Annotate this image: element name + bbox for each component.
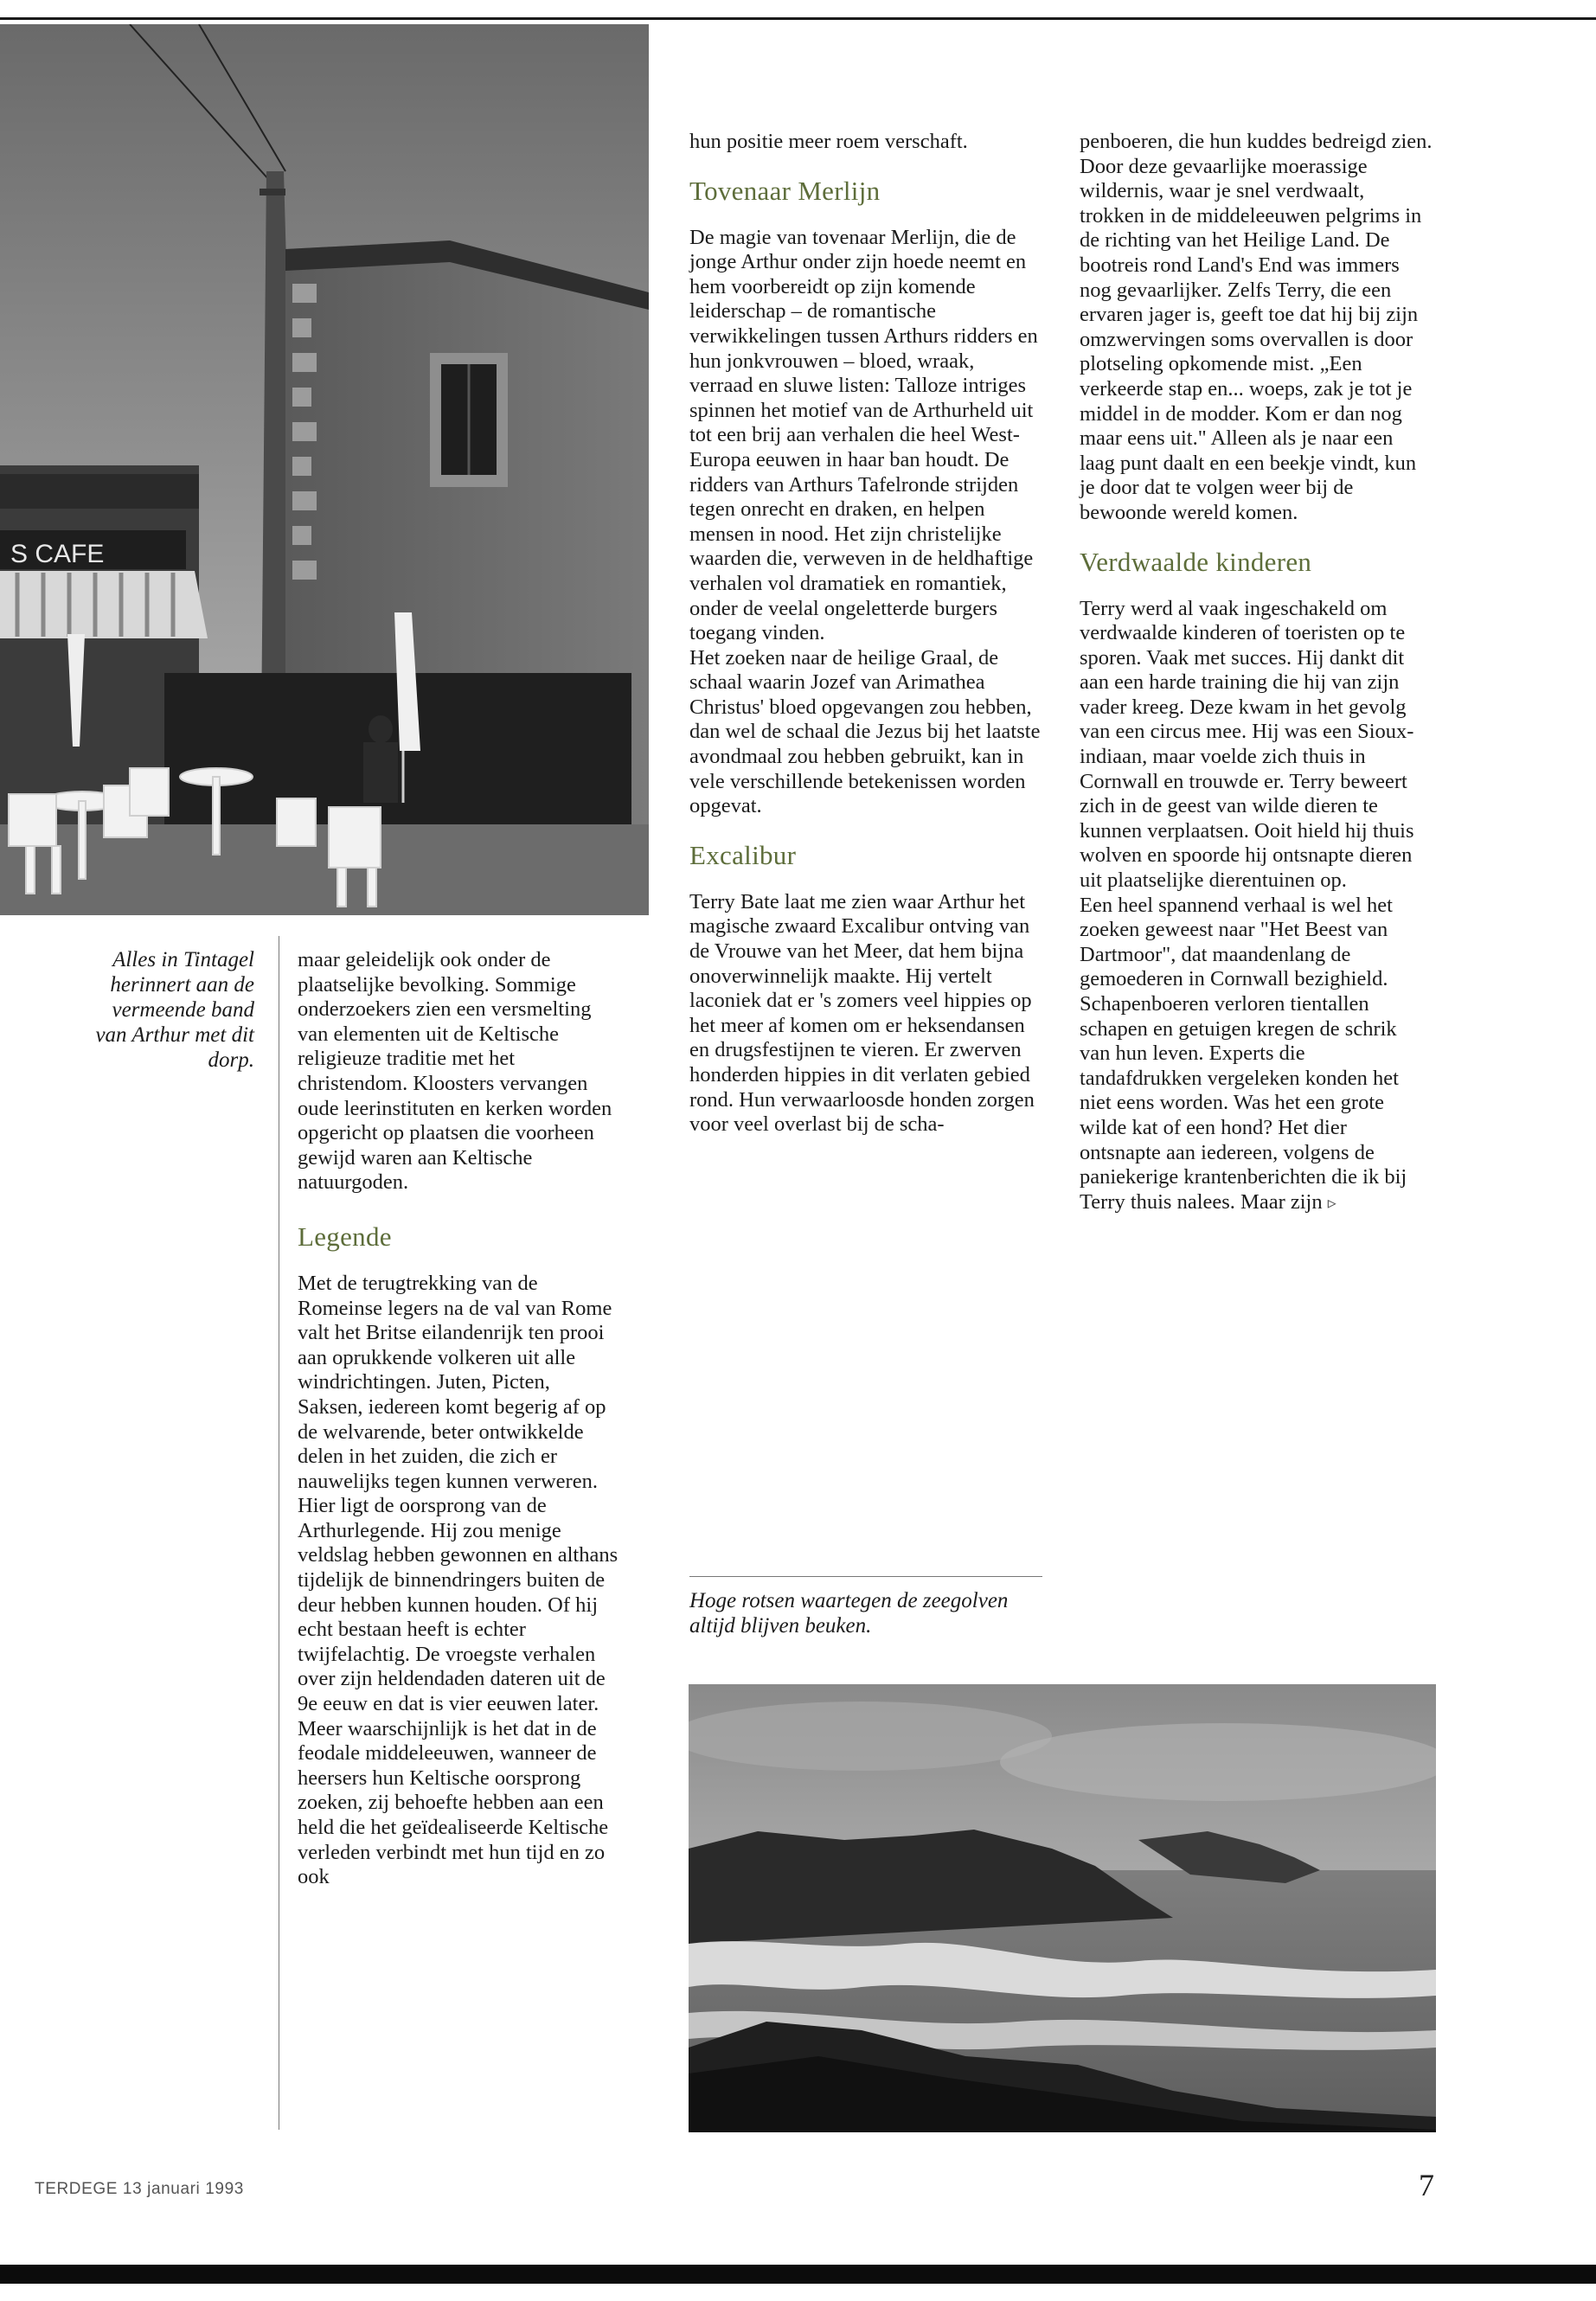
photo-coastal-cliffs <box>689 1684 1436 2132</box>
page-number: 7 <box>1419 2168 1434 2202</box>
paragraph: penboeren, die hun kuddes bedreigd zien. <box>1080 130 1433 153</box>
photo-tintagel-cafe <box>0 24 649 915</box>
section-heading-legende: Legende <box>298 1221 392 1252</box>
cafe-sign-text: S CAFE <box>10 540 105 568</box>
cliffs-photo-illustration <box>689 1684 1436 2132</box>
footer-publication: TERDEGE 13 januari 1993 <box>35 2180 244 2198</box>
paragraph: Het zoeken naar de heilige Graal, de schaal waarin Jozef van Arimathea Christus' bloed opgevangen zou hebben, dan wel de schaal die Jezus bij het laatste avondmaal zou hebben gebruikt, kan in vele verschillende betekenissen worden opgevat. <box>689 645 1041 818</box>
photo-caption-cliffs: Hoge rotsen waartegen de zeegolven altijd blijven beuken. <box>689 1589 1009 1638</box>
paragraph: De magie van tovenaar Merlijn, die de jonge Arthur onder zijn hoede neemt en hem voorbereidt op zijn komende leiderschap – de romantische verwikkelingen tussen Arthurs ridders en hun jonkvrouwen – bloed, wraak, verraad en sluwe listen: Talloze intriges spinnen het motief van de Arthurheld uit tot een brij aan verhalen die heel West-Europa eeuwen in haar ban houdt. De ridders van Arthurs Tafelronde strijden tegen onrecht en draken, en helpen mensen in nood. Het zijn christelijke waarden die, verweven in de heldhaftige verhalen vol dramatiek en romantiek, onder de veelal ongeletterde burgers toegang vinden. <box>689 225 1038 645</box>
article-column-3 <box>1080 130 1433 1215</box>
section-heading-excalibur: Excalibur <box>689 839 797 870</box>
paragraph: hun positie meer roem verschaft. <box>689 130 968 153</box>
paragraph: maar geleidelijk ook onder de plaatselijke bevolking. Sommige onderzoekers zien een versmelting van elementen uit de Keltische religieuze traditie met het christendom. Kloosters vervangen oude leerinstituten en kerken worden opgericht op plaatsen die voorheen gewijd waren aan Keltische natuurgoden. <box>298 948 612 1195</box>
article-column-2 <box>689 130 1042 1138</box>
paragraph: Met de terugtrekking van de Romeinse legers na de val van Rome valt het Britse eilandenrijk ten prooi aan oprukkende volkeren uit alle windrichtingen. Juten, Picten, Saksen, iedereen komt begerig af op de welvarende, beter ontwikkelde delen in het zuiden, die zich er nauwelijks tegen kunnen verweren. Hier ligt de oorsprong van de Arthurlegende. Hij zou menige veldslag hebben gewonnen en althans tijdelijk de binnendringers buiten de deur hebben kunnen houden. Of hij echt bestaan heeft is echter twijfelachtig. De vroegste verhalen over zijn heldendaden dateren uit de 9e eeuw en dat is vier eeuwen later. Meer waarschijnlijk is het dat in de feodale middeleeuwen, wanneer de heersers hun Keltische oorsprong zoeken, zij behoefte hebben aan een held die het geïdealiseerde Keltische verleden verbindt met hun tijd en zo ook <box>298 1271 619 1889</box>
caption-rule <box>689 1576 1042 1577</box>
paragraph-text: Een heel spannend verhaal is wel het zoeken geweest naar "Het Beest van Dartmoor", dat maandenlang de gemoederen in Cornwall bezighield. Schapenboeren verloren tientallen schapen en getuigen kregen de schrik van hun leven. Experts die tandafdrukken vergeleken konden het niet eens worden. Was het een grote wilde kat of een hond? Het dier ontsnapte aan iedereen, volgens de paniekerige krantenberichten die ik bij Terry thuis nalees. Maar zijn <box>1080 893 1407 1214</box>
top-rule <box>0 17 1596 20</box>
paragraph: Terry Bate laat me zien waar Arthur het magische zwaard Excalibur ontving van de Vrouwe van het Meer, dat hem bijna onoverwinnelijk maakte. Hij vertelt laconiek dat er 's zomers veel hippies op het meer af komen om er heksendansen en drugsfestijnen te vieren. Er zwerven honderden hippies in dit verlaten gebied rond. Hun verwaarloosde honden zorgen voor veel overlast bij de scha- <box>689 889 1035 1137</box>
paragraph: Terry werd al vaak ingeschakeld om verdwaalde kinderen of toeristen op te sporen. Vaak met succes. Hij dankt dit aan een harde training die hij van zijn vader kreeg. Deze kwam in het gevolg van een circus mee. Hij was een Sioux-indiaan, maar voelde zich thuis in Cornwall en trouwde er. Terry beweert zich in de geest van wilde dieren te kunnen verplaatsen. Ooit hield hij thuis wolven en spoorde hij ontsnapte dieren uit plaatselijke dierentuinen op. <box>1080 596 1414 893</box>
paragraph: Door deze gevaarlijke moerassige wildernis, waar je snel verdwaalt, trokken in de middeleeuwen pelgrims in de richting van het Heilige Land. De bootreis rond Land's End was immers nog gevaarlijker. Zelfs Terry, die een ervaren jager is, geeft toe dat hij bij zijn omzwervingen soms overvallen is door plotseling opkomende mist. „Een verkeerde stap en... woeps, zak je tot je middel in de modder. Kom er dan nog maar eens uit." Alleen als je naar een laag punt daalt en een beekje vindt, kun je door dat te volgen weer bij de bewoonde wereld komen. <box>1080 154 1422 524</box>
cafe-photo-illustration <box>0 24 649 915</box>
article-column-1 <box>298 948 619 1890</box>
continue-arrow-icon: ▹ <box>1327 1193 1336 1213</box>
bottom-bar <box>0 2265 1596 2284</box>
section-heading-verdwaalde-kinderen: Verdwaalde kinderen <box>1080 546 1312 577</box>
photo-caption-cafe: Alles in Tintagel herinnert aan de vermeende band van Arthur met dit dorp. <box>95 948 254 1072</box>
section-heading-tovenaar-merlijn: Tovenaar Merlijn <box>689 175 881 206</box>
paragraph <box>1080 894 1433 1216</box>
